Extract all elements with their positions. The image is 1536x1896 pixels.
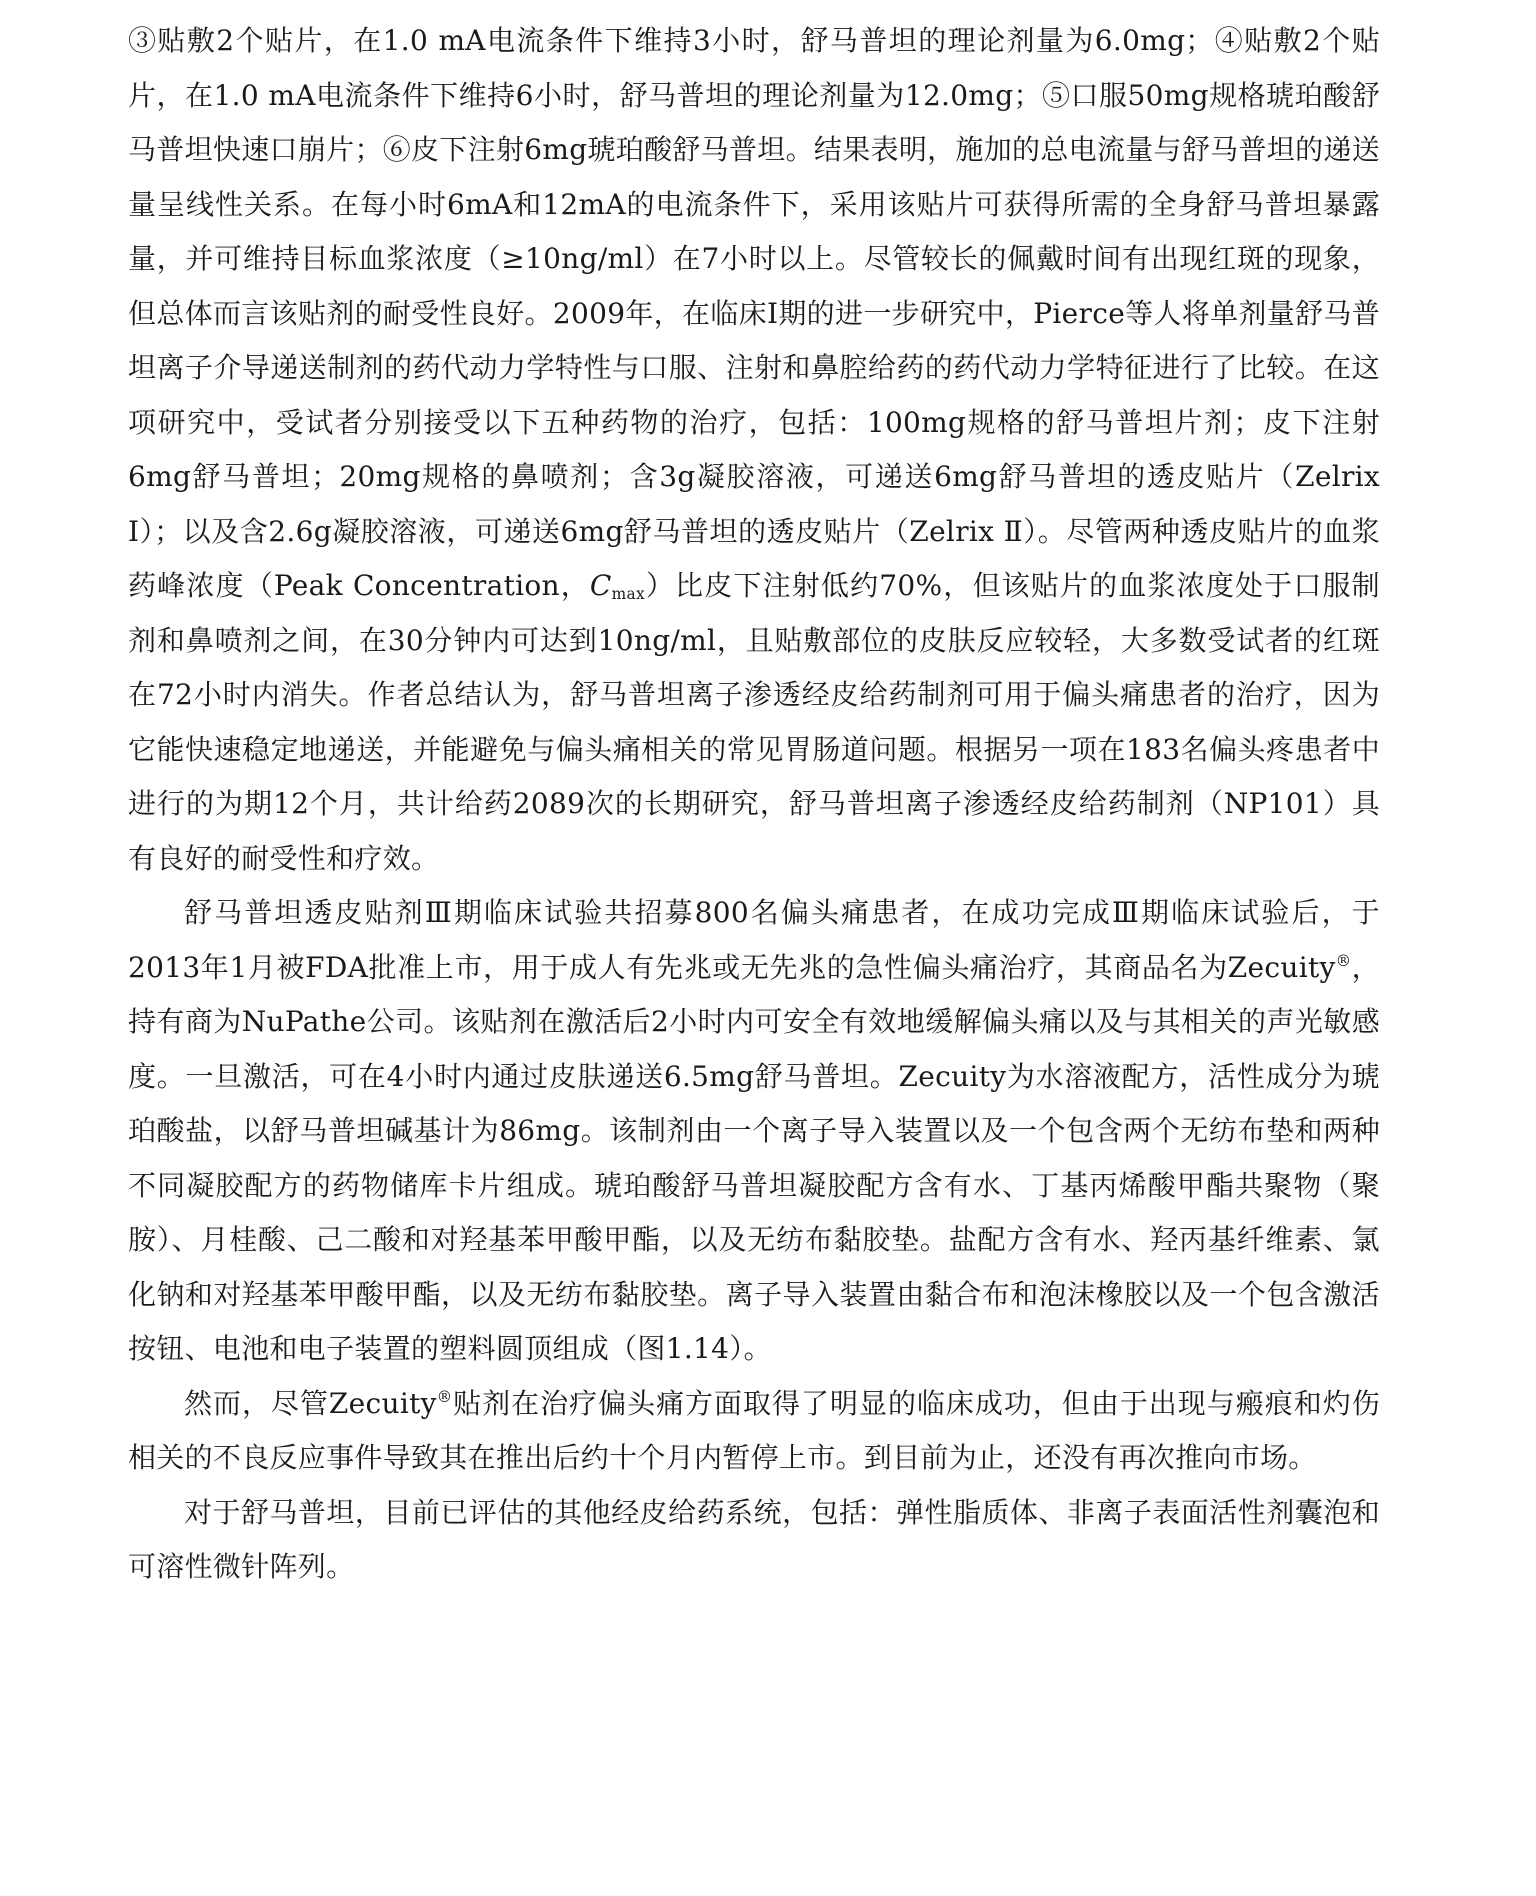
paragraph-other-systems [128,1486,1380,1595]
paragraph-trial-results [128,14,1380,886]
paragraph-text: 然而，尽管Zecuity [184,1386,437,1420]
cmax-symbol: C [589,569,612,602]
paragraph-zecuity-approval [128,886,1380,1377]
cmax-subscript: max [611,584,646,603]
paragraph-text: ，持有商为NuPathe公司。该贴剂在激活后2小时内可安全有效地缓解偏头痛以及与其相关的声光敏感度。一旦激活，可在4小时内通过皮肤递送6.5mg舒马普坦。Zecuity为水溶液配方，活性成分为琥珀酸盐，以舒马普坦碱基计为86mg。该制剂由一个离子导入装置以及一个包含两个无纺布垫和两种不同凝胶配方的药物储库卡片组成。琥珀酸舒马普坦凝胶配方含有水、丁基丙烯酸甲酯共聚物（聚胺）、月桂酸、己二酸和对羟基苯甲酸甲酯，以及无纺布黏胶垫。盐配方含有水、羟丙基纤维素、氯化钠和对羟基苯甲酸甲酯，以及无纺布黏胶垫。离子导入装置由黏合布和泡沫橡胶以及一个包含激活按钮、电池和电子装置的塑料圆顶组成（图1.14）。 [128,950,1380,1365]
paragraph-text: 对于舒马普坦，目前已评估的其他经皮给药系统，包括：弹性脂质体、非离子表面活性剂囊泡和可溶性微针阵列。 [128,1495,1380,1583]
paragraph-text: 贴剂在治疗偏头痛方面取得了明显的临床成功，但由于出现与瘢痕和灼伤相关的不良反应事件导致其在推出后约十个月内暂停上市。到目前为止，还没有再次推向市场。 [128,1386,1380,1474]
document-page [128,14,1380,1595]
paragraph-zecuity-withdrawal [128,1377,1380,1486]
registered-mark: ® [436,1387,453,1406]
paragraph-text: ）比皮下注射低约70%，但该贴片的血浆浓度处于口服制剂和鼻喷剂之间，在30分钟内可达到10ng/ml，且贴敷部位的皮肤反应较轻，大多数受试者的红斑在72小时内消失。作者总结认为，舒马普坦离子渗透经皮给药制剂可用于偏头痛患者的治疗，因为它能快速稳定地递送，并能避免与偏头痛相关的常见胃肠道问题。根据另一项在183名偏头疼患者中进行的为期12个月，共计给药2089次的长期研究，舒马普坦离子渗透经皮给药制剂（NP101）具有良好的耐受性和疗效。 [128,569,1380,875]
paragraph-text: 舒马普坦透皮贴剂Ⅲ期临床试验共招募800名偏头痛患者，在成功完成Ⅲ期临床试验后，于2013年1月被FDA批准上市，用于成人有先兆或无先兆的急性偏头痛治疗，其商品名为Zecuity [128,896,1380,984]
registered-mark: ® [1335,951,1352,970]
paragraph-text: ③贴敷2个贴片，在1.0 mA电流条件下维持3小时，舒马普坦的理论剂量为6.0mg；④贴敷2个贴片，在1.0 mA电流条件下维持6小时，舒马普坦的理论剂量为12.0mg；⑤口服50mg规格琥珀酸舒马普坦快速口崩片；⑥皮下注射6mg琥珀酸舒马普坦。结果表明，施加的总电流量与舒马普坦的递送量呈线性关系。在每小时6mA和12mA的电流条件下，采用该贴片可获得所需的全身舒马普坦暴露量，并可维持目标血浆浓度（≥10ng/ml）在7小时以上。尽管较长的佩戴时间有出现红斑的现象，但总体而言该贴剂的耐受性良好。2009年，在临床Ⅰ期的进一步研究中，Pierce等人将单剂量舒马普坦离子介导递送制剂的药代动力学特性与口服、注射和鼻腔给药的药代动力学特征进行了比较。在这项研究中，受试者分别接受以下五种药物的治疗，包括：100mg规格的舒马普坦片剂；皮下注射6mg舒马普坦；20mg规格的鼻喷剂；含3g凝胶溶液，可递送6mg舒马普坦的透皮贴片（Zelrix Ⅰ）；以及含2.6g凝胶溶液，可递送6mg舒马普坦的透皮贴片（Zelrix Ⅱ）。尽管两种透皮贴片的血浆药峰浓度（Peak Concentration， [128,24,1380,602]
